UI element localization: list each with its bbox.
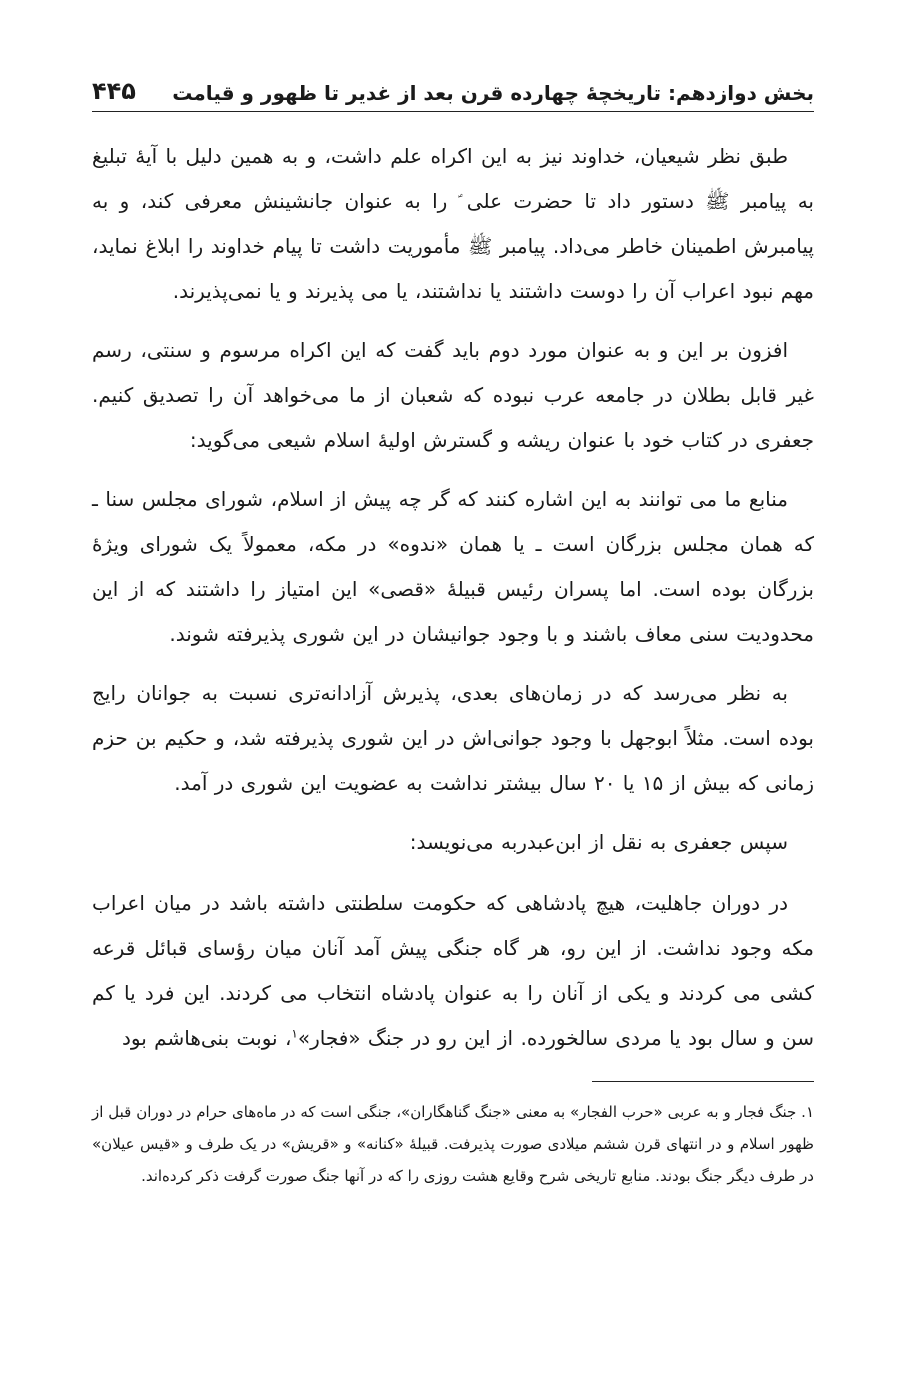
paragraph-2: افزون بر این و به عنوان مورد دوم باید گفت که این اکراه مرسوم و سنتی، رسم غیر قابل بطلان در جامعه عرب نبوده که شعبان از ما می‌خواهد آن را تصدیق کنیم. جعفری در کتاب خود با عنوان ریشه و گسترش اولیهٔ اسلام شیعی می‌گوید: — [92, 338, 814, 452]
quote-paragraph-1: منابع ما می توانند به این اشاره کنند که گر چه پیش از اسلام، شورای مجلس سنا ـ که همان مجلس بزرگان است ـ یا همان «ندوه» در مکه، معمولاً یک شورای ویژهٔ بزرگان بوده است. اما پسران رئیس قبیلهٔ «قصی» این امتیاز را داشتند که از این محدودیت سنی معاف باشند و با وجود جوانیشان در این شوری پذیرفته شوند. — [92, 487, 814, 646]
quote-paragraph-2: به نظر می‌رسد که در زمان‌های بعدی، پذیرش آزادانه‌تری نسبت به جوانان رایج بوده است. مثلاً ابوجهل با وجود جوانی‌اش در این شوری پذیرفته شد، و حکیم بن حزم زمانی که بیش از ۱۵ یا ۲۰ سال بیشتر نداشت به عضویت این شوری در آمد. — [92, 681, 814, 795]
quote-text-after-note: ، نوبت بنی‌هاشم بود — [122, 1026, 292, 1050]
book-page — [92, 60, 814, 1350]
quote-text-before-note: در دوران جاهلیت، هیچ پادشاهی که حکومت سلطنتی داشته باشد در میان اعراب مکه وجود نداشت. از این رو، هر گاه جنگی پیش آمد آنان میان رؤسای قبائل قرعه کشی می کردند و یکی از آنان را به عنوان پادشاه انتخاب می کردند. این فرد یا کم سن و سال بود یا مردی سالخورده. از این رو در جنگ «فجار» — [92, 891, 814, 1050]
paragraph-1: طبق نظر شیعیان، خداوند نیز به این اکراه علم داشت، و به همین دلیل با آیهٔ تبلیغ به پیامبر ﷺ دستور داد تا حضرت علی ؑ را به عنوان جانشینش معرفی کند، و به پیامبرش اطمینان خاطر می‌داد. پیامبر ﷺ مأموریت داشت تا پیام خداوند را ابلاغ نماید، مهم نبود اعراب آن را دوست داشتند یا نداشتند، یا می پذیرند و یا نمی‌پذیرند. — [92, 144, 814, 303]
quote-paragraph-3 — [92, 881, 814, 1061]
body-text — [92, 134, 814, 1061]
page-number: ۴۴۵ — [92, 77, 136, 105]
running-header — [92, 60, 814, 112]
chapter-running-title: بخش دوازدهم: تاریخچهٔ چهارده قرن بعد از غدیر تا ظهور و قیامت — [172, 81, 814, 105]
footnote-reference[interactable]: ۱ — [291, 1026, 298, 1041]
paragraph-3: سپس جعفری به نقل از ابن‌عبدربه می‌نویسد: — [409, 830, 788, 854]
footnote-divider — [592, 1081, 814, 1082]
footnote: ۱. جنگ فجار و به عربی «حرب الفجار» به معنی «جنگ گناهگاران»، جنگی است که در ماه‌های حرام در دوران قبل از ظهور اسلام و در انتهای قرن ششم میلادی صورت پذیرفت. قبیلهٔ «کنانه» و «قریش» در یک طرف و «قیس عیلان» در طرف دیگر جنگ بودند. منابع تاریخی شرح وقایع هشت روزی را که در آنها جنگ صورت گرفت ذکر کرده‌اند. — [92, 1103, 814, 1185]
